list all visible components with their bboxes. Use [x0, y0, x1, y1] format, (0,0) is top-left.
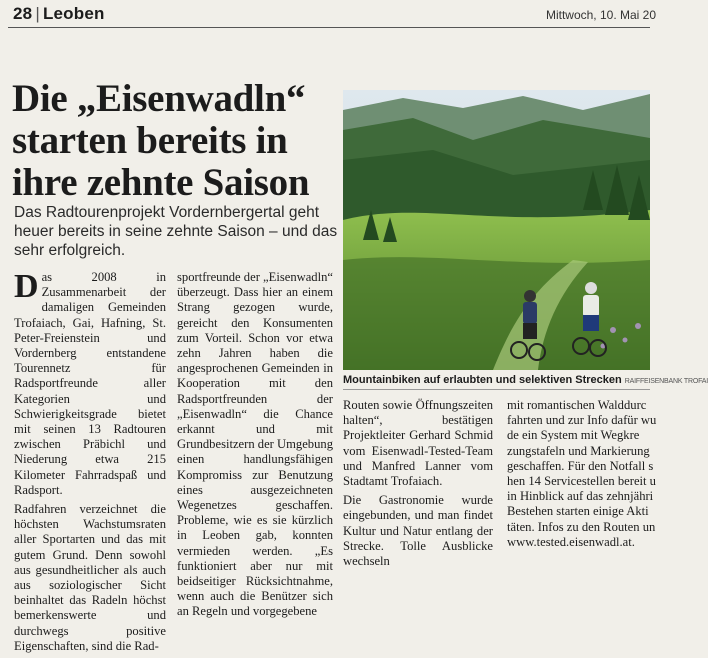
col4-line: geschaffen. Für den Notfall s — [507, 458, 654, 473]
body-text: as 2008 in Zusammenarbeit der damaligen Gemeinden Trofaiach, Gai, Hafning, St. Peter-Freienstein und Vordernberg entstandene Tourennetz für Radsportfreunde aller Kategorien und Schwierigkeitsgrade bietet mit seinen 13 Radtouren zwischen Präbichl und Niederung etwa 215 Kilometer Fahrradspaß und Radsport. — [14, 270, 166, 497]
photo-caption — [343, 374, 708, 386]
section-label — [13, 4, 105, 24]
body-paragraph: Die Gastronomie wurde eingebunden, und man findet Kultur und Natur entlang der Strecke. Tolle Ausblicke wechseln — [343, 493, 493, 569]
body-paragraph: Routen sowie Öffnungszeiten halten“, bestätigen Projektleiter Gerhard Schmid vom Eisenwadl-Tested-Team und Manfred Lanner vom Stadtamt Trofaiach. — [343, 398, 493, 489]
issue-date: Mittwoch, 10. Mai 20 — [545, 8, 656, 22]
website-link[interactable]: www.tested.eisenwadl.at. — [507, 534, 635, 549]
col4-line: täten. Infos zu den Routen un — [507, 519, 656, 534]
header-separator: | — [35, 4, 40, 23]
body-paragraph: sportfreunde der „Eisenwadln“ überzeugt. Dass hier an einem Strang gezogen wurde, gereicht den Konsumenten zum Vorteil. Schon vor etwa zehn Jahren haben die angesprochenen Gemeinden in Kooperation mit den Radsportfreunden der „Eisenwadln“ die Chance erkannt und mit Grundbesitzern der Umgebung einen handlungsfähigen Kompromiss zur Benutzung eines ausgezeichneten Wegenetzes geschaffen. Probleme, wie es sie kürzlich in Leoben gab, konnten vermieden werden. „Es funktioniert aber nur mit beidseitiger Rücksichtnahme, wenn auch die Benützer sich an Regeln und vorgegebene — [177, 270, 333, 619]
body-paragraph: Radfahren verzeichnet die höchsten Wachstumsraten aller Sportarten und das mit gutem Grund. Denn sowohl aus gesundheitlicher als auch aus soziologischer Sicht beinhaltet das Radeln höchst bemerkenswerte und durchwegs positive Eigenschaften, sind die Rad- — [14, 502, 166, 653]
mountainbike-photo — [343, 90, 650, 370]
headline: Die „Eisenwadln“ starten bereits in ihre zehnte Saison — [12, 77, 310, 204]
drop-cap: D — [14, 268, 39, 305]
bleed-through-text — [16, 32, 336, 48]
col4-line: Bestehen starten einige Akti — [507, 504, 649, 519]
col4-line: zungstafeln und Markierung — [507, 443, 650, 458]
photo-illustration — [343, 90, 650, 370]
col4-line: de ein System mit Wegkre — [507, 428, 640, 443]
text-column-3 — [343, 398, 493, 573]
text-column-4 — [507, 398, 657, 550]
section-name: Leoben — [42, 4, 105, 23]
text-column-2 — [177, 270, 333, 624]
col4-line: in Hinblick auf das zehnjähri — [507, 489, 654, 504]
col4-line: mit romantischen Walddurc — [507, 398, 647, 412]
header-rule — [8, 27, 650, 28]
caption-rule — [343, 389, 650, 390]
body-paragraph — [14, 270, 166, 498]
text-column-1 — [14, 270, 166, 658]
page-number: 28 — [13, 4, 33, 23]
caption-text: Mountainbiken auf erlaubten und selektiven Strecken — [343, 374, 622, 386]
col4-line: fahrten und zur Info dafür wu — [507, 413, 657, 428]
lead-paragraph: Das Radtourenprojekt Vordernbergertal geht heuer bereits in seine zehnte Saison – und das sehr erfolgreich. — [14, 204, 338, 259]
photo-credit: RAIFFEISENBANK TROFAI — [624, 378, 708, 385]
col4-line: hen 14 Servicestellen bereit u — [507, 474, 656, 489]
